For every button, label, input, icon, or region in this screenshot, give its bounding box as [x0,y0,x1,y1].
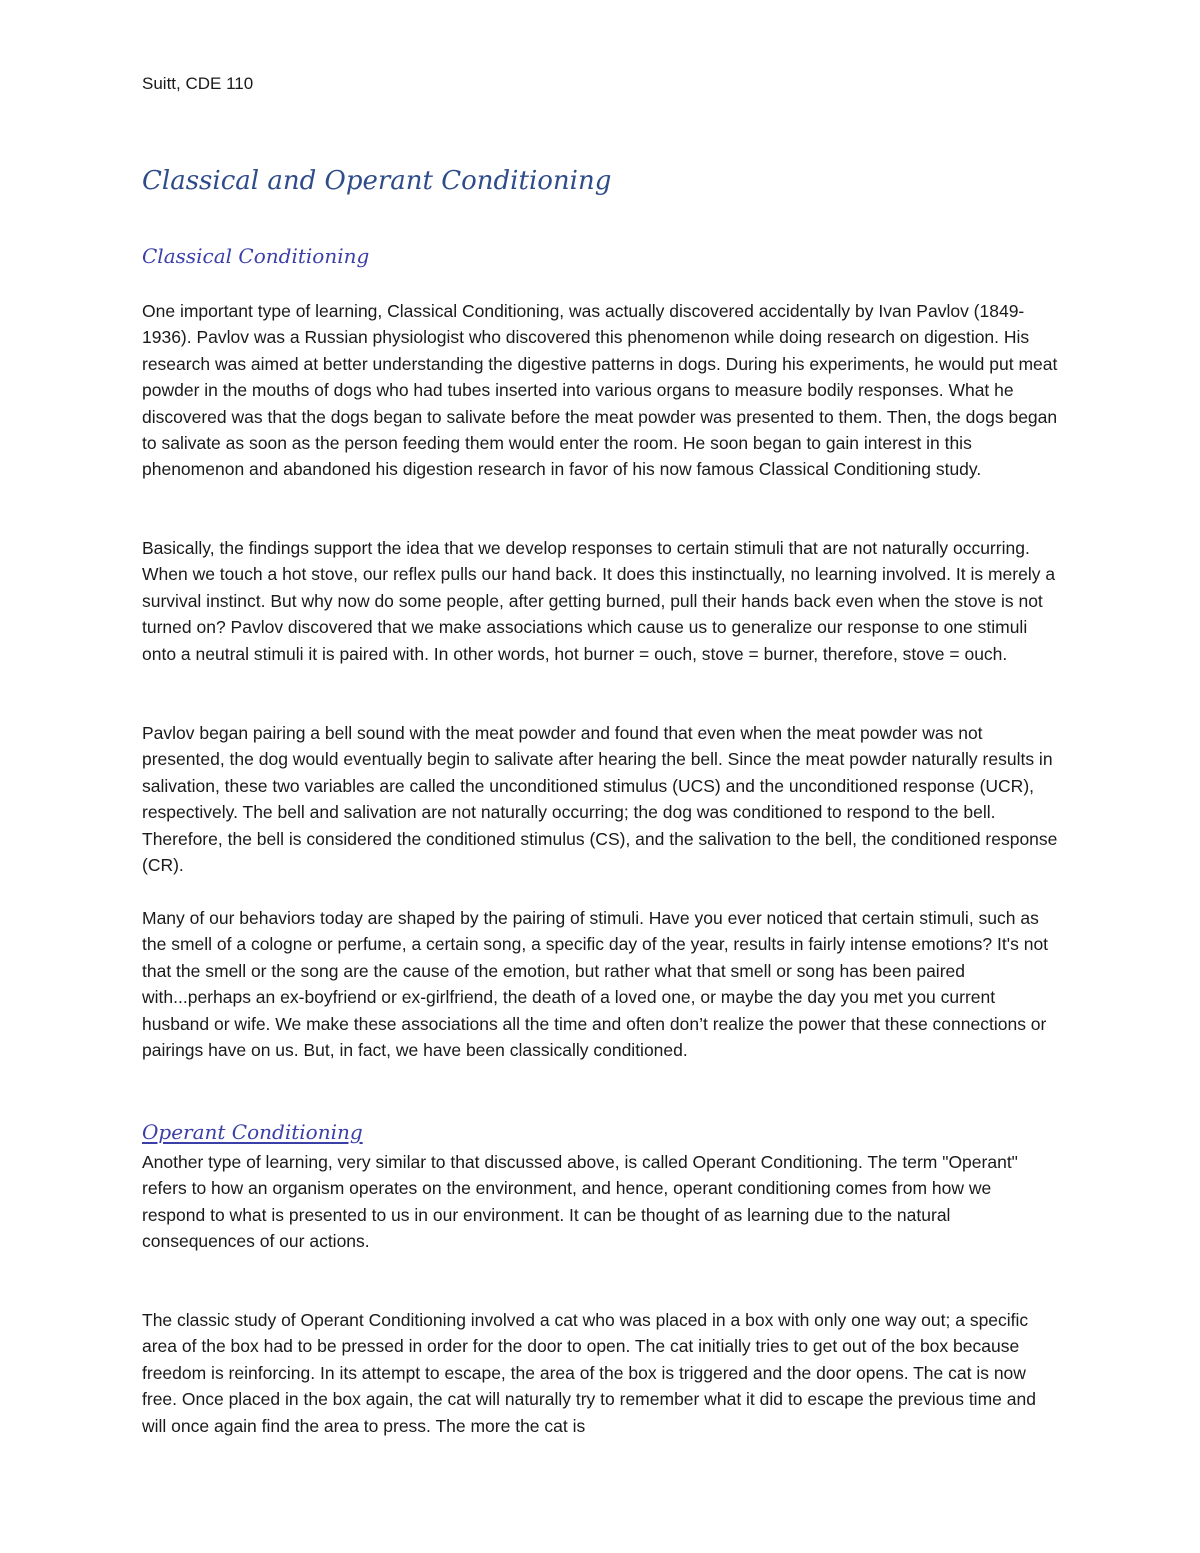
section-heading-operant: Operant Conditioning [142,1120,363,1144]
paragraph: The classic study of Operant Conditioning involved a cat who was placed in a box with only one way out; a specific area of the box had to be pressed in order for the door to open. The cat initially tries to get out of the box because freedom is reinforcing. In its attempt to escape, the area of the box is triggered and the door opens. The cat is now free. Once placed in the box again, the cat will naturally try to remember what it did to escape the previous time and will once again find the area to press. The more the cat is [142,1310,1036,1436]
section-heading-classical: Classical Conditioning [142,244,370,268]
paragraph: One important type of learning, Classical Conditioning, was actually discovered accidentally by Ivan Pavlov (1849-1936). Pavlov was a Russian physiologist who discovered this phenomenon while doing research on digestion. His research was aimed at better understanding the digestive patterns in dogs. During his experiments, he would put meat powder in the mouths of dogs who had tubes inserted into various organs to measure bodily responses. What he discovered was that the dogs began to salivate before the meat powder was presented to them. Then, the dogs began to salivate as soon as the person feeding them would enter the room. He soon began to gain interest in this phenomenon and abandoned his digestion research in favor of his now famous Classical Conditioning study. [142,301,1058,480]
paragraph: Basically, the findings support the idea that we develop responses to certain stimuli that are not naturally occurring. When we touch a hot stove, our reflex pulls our hand back. It does this instinctually, no learning involved. It is merely a survival instinct. But why now do some people, after getting burned, pull their hands back even when the stove is not turned on? Pavlov discovered that we make associations which cause us to generalize our response to one stimuli onto a neutral stimuli it is paired with. In other words, hot burner = ouch, stove = burner, therefore, stove = ouch. [142,538,1056,664]
paragraph: Many of our behaviors today are shaped by the pairing of stimuli. Have you ever noticed that certain stimuli, such as the smell of a cologne or perfume, a certain song, a specific day of the year, results in fairly intense emotions? It's not that the smell or the song are the cause of the emotion, but rather what that smell or song has been paired with...perhaps an ex-boyfriend or ex-girlfriend, the death of a loved one, or maybe the day you met you current husband or wife. We make these associations all the time and often don’t realize the power that these connections or pairings have on us. But, in fact, we have been classically conditioned. [142,908,1049,1061]
running-head: Suitt, CDE 110 [142,74,254,93]
paragraph: Another type of learning, very similar to that discussed above, is called Operant Conditioning. The term "Operant" refers to how an organism operates on the environment, and hence, operant conditioning comes from how we respond to what is presented to us in our environment. It can be thought of as learning due to the natural consequences of our actions. [142,1152,1018,1252]
page-title: Classical and Operant Conditioning [142,166,612,196]
paragraph: Pavlov began pairing a bell sound with the meat powder and found that even when the meat powder was not presented, the dog would eventually begin to salivate after hearing the bell. Since the meat powder naturally results in salivation, these two variables are called the unconditioned stimulus (UCS) and the unconditioned response (UCR), respectively. The bell and salivation are not naturally occurring; the dog was conditioned to respond to the bell. Therefore, the bell is considered the conditioned stimulus (CS), and the salivation to the bell, the conditioned response (CR). [142,723,1058,876]
